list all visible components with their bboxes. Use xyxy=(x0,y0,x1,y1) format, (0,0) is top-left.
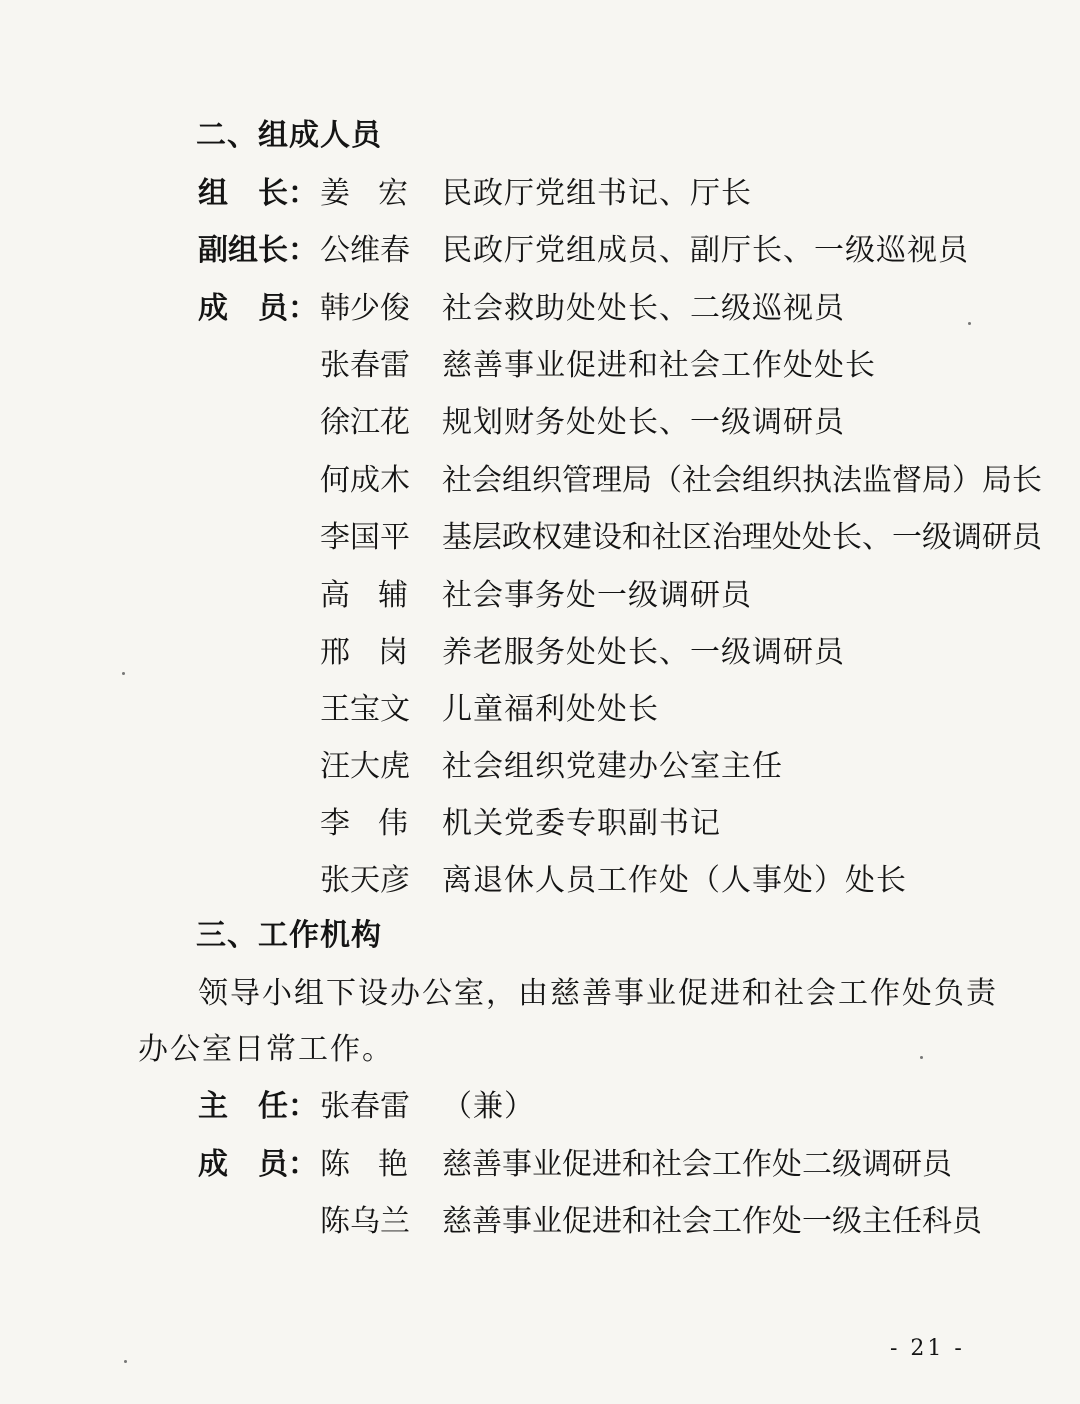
members-role: 成 员： xyxy=(198,291,318,326)
member-name: 邢岗 xyxy=(320,635,436,670)
member-name: 张天彦 xyxy=(320,863,410,898)
member-name: 李国平 xyxy=(320,520,410,555)
member-duty: 儿童福利处处长 xyxy=(442,692,659,727)
page-number: - 21 - xyxy=(890,1336,965,1361)
scan-speck xyxy=(920,1056,923,1059)
member-duty: 社会事务处一级调研员 xyxy=(442,578,752,613)
member-name: 高辅 xyxy=(320,578,436,613)
leader-name: 姜宏 xyxy=(320,176,436,211)
deputy-duty: 民政厅党组成员、副厅长、一级巡视员 xyxy=(442,233,969,268)
scan-speck xyxy=(124,1360,127,1363)
member-duty: 基层政权建设和社区治理处处长、一级调研员 xyxy=(442,520,1042,555)
leader-role: 组 长： xyxy=(198,176,318,211)
member-duty: 社会救助处处长、二级巡视员 xyxy=(442,291,845,326)
deputy-name: 公维春 xyxy=(320,233,410,268)
paragraph-line-1: 领导小组下设办公室，由慈善事业促进和社会工作处负责 xyxy=(198,976,998,1011)
member-duty: 社会组织党建办公室主任 xyxy=(442,749,783,784)
member-duty: 养老服务处处长、一级调研员 xyxy=(442,635,845,670)
member-duty: 规划财务处处长、一级调研员 xyxy=(442,405,845,440)
member-duty: 离退休人员工作处（人事处）处长 xyxy=(442,863,907,898)
member-duty: 社会组织管理局（社会组织执法监督局）局长 xyxy=(442,463,1042,498)
director-note: （兼） xyxy=(442,1089,535,1124)
member-name: 李伟 xyxy=(320,806,436,841)
scan-speck xyxy=(968,322,971,325)
office-member-name: 陈艳 xyxy=(320,1147,436,1182)
member-name: 王宝文 xyxy=(320,692,410,727)
member-name: 张春雷 xyxy=(320,348,410,383)
scan-speck xyxy=(122,672,125,675)
member-name: 汪大虎 xyxy=(320,749,410,784)
member-duty: 机关党委专职副书记 xyxy=(442,806,721,841)
section-3-title: 三、工作机构 xyxy=(196,918,382,953)
office-member-duty: 慈善事业促进和社会工作处二级调研员 xyxy=(442,1147,952,1182)
office-members-role: 成 员： xyxy=(198,1147,318,1182)
deputy-role: 副组长： xyxy=(198,233,318,268)
member-name: 徐江花 xyxy=(320,405,410,440)
paragraph-line-2: 办公室日常工作。 xyxy=(138,1032,394,1067)
office-member-name: 陈乌兰 xyxy=(320,1204,410,1239)
member-name: 何成木 xyxy=(320,463,410,498)
director-role: 主 任： xyxy=(198,1089,318,1124)
section-2-title: 二、组成人员 xyxy=(196,118,382,153)
director-name: 张春雷 xyxy=(320,1089,410,1124)
member-name: 韩少俊 xyxy=(320,291,410,326)
leader-duty: 民政厅党组书记、厅长 xyxy=(442,176,752,211)
member-duty: 慈善事业促进和社会工作处处长 xyxy=(442,348,876,383)
office-member-duty: 慈善事业促进和社会工作处一级主任科员 xyxy=(442,1204,982,1239)
